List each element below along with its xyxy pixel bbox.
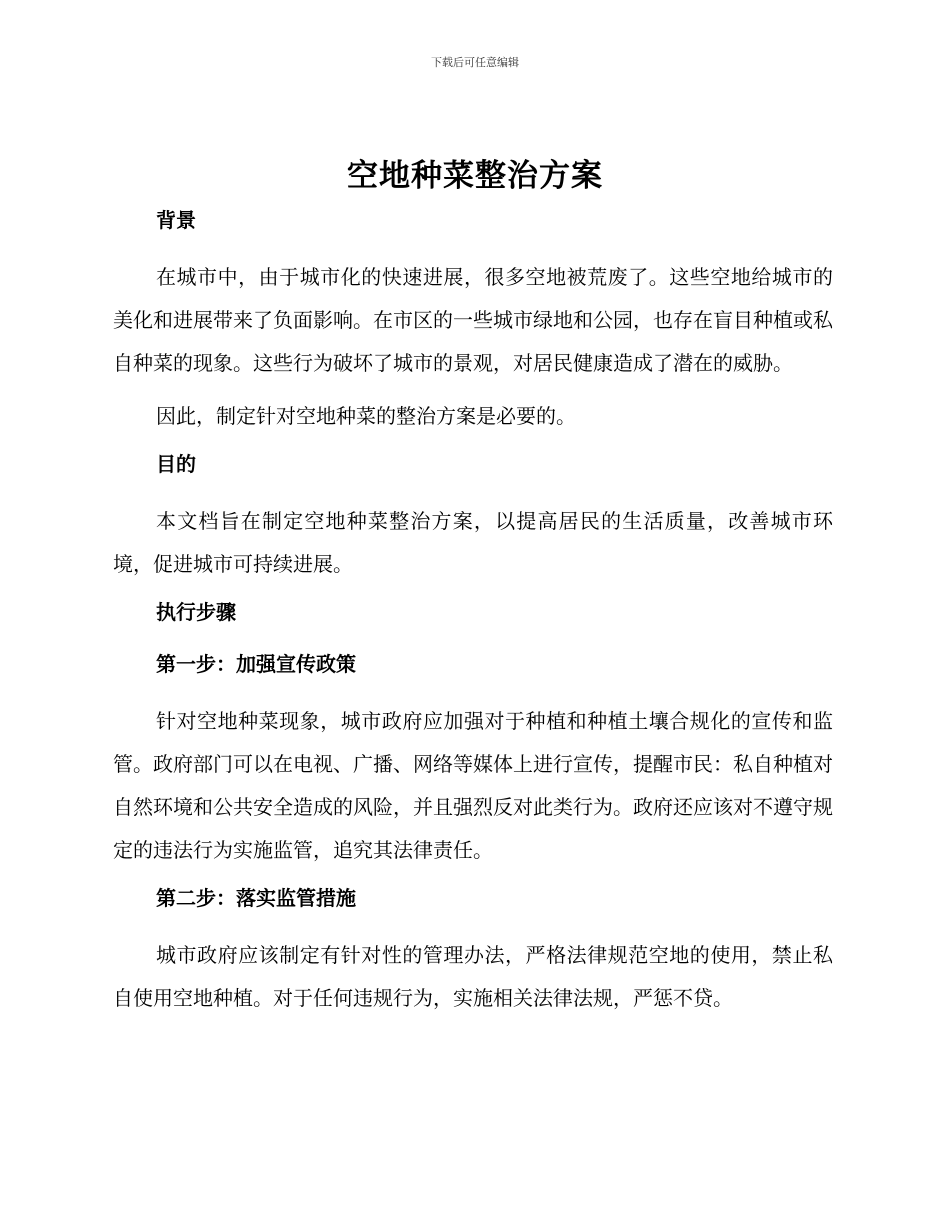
document-body <box>113 204 833 1030</box>
document-title: 空地种菜整治方案 <box>347 158 603 194</box>
paragraph-step-one: 针对空地种菜现象，城市政府应加强对于种植和种植土壤合规化的宣传和监管。政府部门可以在电视、广播、网络等媒体上进行宣传，提醒市民：私自种植对自然环境和公共安全造成的风险，并且强烈反对此类行为。政府还应该对不遵守规定的违法行为实施监管，追究其法律责任。 <box>113 709 833 862</box>
paragraph-background: 在城市中，由于城市化的快速进展，很多空地被荒废了。这些空地给城市的美化和进展带来了负面影响。在市区的一些城市绿地和公园，也存在盲目种植或私自种菜的现象。这些行为破坏了城市的景观，对居民健康造成了潜在的威胁。 <box>113 265 833 375</box>
paragraph-purpose: 本文档旨在制定空地种菜整治方案，以提高居民的生活质量，改善城市环境，促进城市可持续进展。 <box>113 509 833 576</box>
paragraph-conclusion: 因此，制定针对空地种菜的整治方案是必要的。 <box>156 404 576 428</box>
paragraph-step-two: 城市政府应该制定有针对性的管理办法，严格法律规范空地的使用，禁止私自使用空地种植。对于任何违规行为，实施相关法律法规，严惩不贷。 <box>113 943 833 1010</box>
section-heading-purpose: 目的 <box>156 452 196 476</box>
section-heading-background: 背景 <box>156 208 196 232</box>
section-heading-steps: 执行步骤 <box>156 600 236 624</box>
step-two-heading: 第二步：落实监管措施 <box>156 886 356 910</box>
header-note: 下载后可任意编辑 <box>431 56 519 69</box>
step-one-heading: 第一步：加强宣传政策 <box>156 652 356 676</box>
